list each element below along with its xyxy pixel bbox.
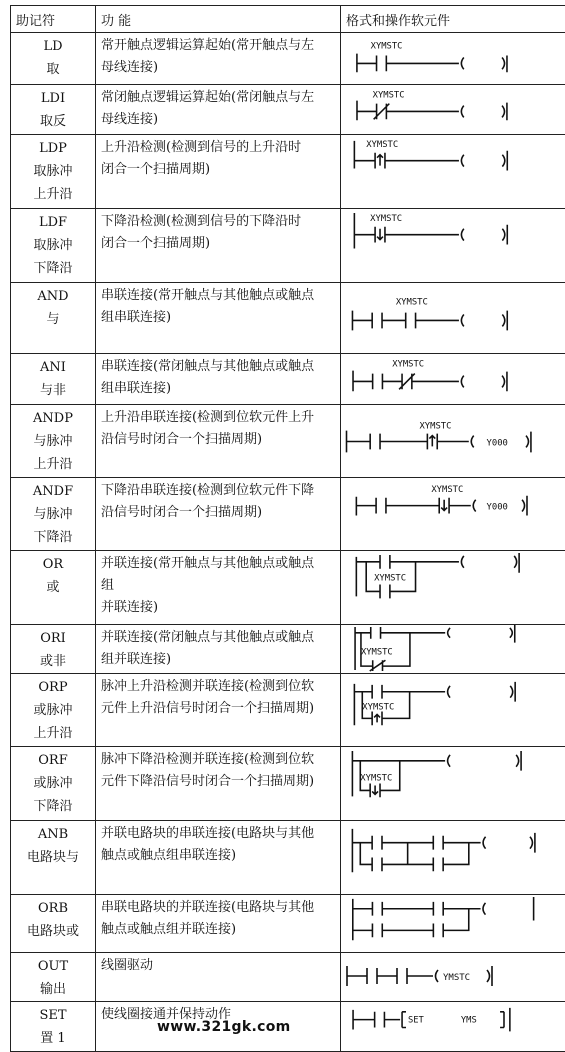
- function-cell: [96, 478, 341, 551]
- function-text: 沿信号时闭合一个扫描周期): [101, 432, 263, 447]
- device-label: XYMSTC: [366, 139, 399, 150]
- mnemonic-code: ANDF: [32, 484, 74, 499]
- device-label: XYMSTC: [392, 359, 425, 370]
- function-text: 常闭触点逻辑运算起始(常闭触点与左: [101, 90, 315, 105]
- mnemonic-cell: [11, 354, 96, 405]
- mnemonic-code: ORF: [38, 753, 68, 768]
- mnemonic-name: 取反: [39, 114, 66, 129]
- function-cell: [96, 85, 341, 135]
- function-text: 沿信号时闭合一个扫描周期): [101, 505, 263, 520]
- device-label: XYMSTC: [374, 573, 407, 584]
- mnemonic-code: OR: [42, 557, 64, 572]
- function-text: 触点或触点组串联连接): [101, 848, 237, 863]
- coil-label: YMSTC: [443, 973, 471, 983]
- mnemonic-cell: [11, 209, 96, 283]
- ladder-diagram-ldf: [341, 209, 565, 283]
- mnemonic-code: OUT: [37, 959, 69, 974]
- table-row: [11, 135, 565, 209]
- function-text: 使线圈接通并保持动作: [101, 1007, 232, 1022]
- ladder-diagram-ldp: [341, 135, 565, 209]
- mnemonic-name: 上升沿: [33, 726, 73, 741]
- ladder-diagram-ldi: [341, 85, 565, 135]
- mnemonic-cell: [11, 821, 96, 895]
- function-text: 上升沿串联连接(检测到位软元件上升: [101, 410, 315, 425]
- mnemonic-code: LD: [43, 39, 63, 54]
- function-cell: [96, 953, 341, 1002]
- function-text: 母线连接): [101, 60, 159, 75]
- ladder-diagram-orp: [341, 674, 565, 747]
- function-text: 下降沿检测(检测到信号的下降沿时: [101, 214, 302, 229]
- device-label: XYMSTC: [431, 484, 464, 495]
- function-text: 母线连接): [101, 112, 159, 127]
- mnemonic-cell: [11, 1002, 96, 1052]
- function-text: 闭合一个扫描周期): [101, 162, 211, 177]
- function-text: 下降沿串联连接(检测到位软元件下降: [101, 483, 315, 498]
- mnemonic-name: 与脉冲: [33, 507, 73, 522]
- function-cell: [96, 354, 341, 405]
- mnemonic-name: 或: [46, 580, 60, 595]
- function-text: 元件下降沿信号时闭合一个扫描周期): [101, 774, 315, 789]
- mnemonic-code: ORB: [38, 901, 68, 916]
- function-text: 触点或触点组并联连接): [101, 922, 237, 937]
- function-cell: [96, 33, 341, 85]
- watermark-text: www.321gk.com: [157, 1019, 291, 1035]
- set-label: SET: [407, 1015, 424, 1026]
- function-text: 线圈驱动: [101, 958, 154, 973]
- ladder-diagram-ld: [341, 33, 565, 85]
- table-row: [11, 405, 565, 478]
- device-label: XYMSTC: [360, 647, 393, 658]
- function-text: 串联电路块的并联连接(电路块与其他: [101, 900, 315, 915]
- mnemonic-name: 或非: [39, 654, 66, 669]
- function-cell: [96, 674, 341, 747]
- mnemonic-cell: [11, 283, 96, 354]
- ladder-diagram-orb: [341, 895, 565, 953]
- mnemonic-name: 输出: [39, 982, 66, 997]
- device-label: XYMSTC: [360, 773, 393, 784]
- function-text: 常开触点逻辑运算起始(常开触点与左: [101, 38, 315, 53]
- function-cell: [96, 405, 341, 478]
- function-cell: [96, 625, 341, 674]
- mnemonic-name: 置 1: [40, 1031, 66, 1046]
- instruction-table: [10, 5, 565, 1052]
- table-row: [11, 33, 565, 85]
- mnemonic-name: 取: [46, 62, 60, 77]
- mnemonic-cell: [11, 405, 96, 478]
- mnemonic-cell: [11, 478, 96, 551]
- mnemonic-code: LDI: [40, 91, 66, 106]
- output-label: Y000: [486, 502, 508, 513]
- function-text: 串联连接(常闭触点与其他触点或触点: [101, 359, 315, 374]
- device-label: XYMSTC: [372, 90, 405, 101]
- mnemonic-name: 或脉冲: [33, 776, 73, 791]
- mnemonic-name: 与脉冲: [33, 434, 73, 449]
- mnemonic-name: 与非: [39, 383, 66, 398]
- table-row: [11, 551, 565, 625]
- header-mnemonic: 助记符: [11, 6, 96, 33]
- function-cell: [96, 747, 341, 821]
- table-row: [11, 895, 565, 953]
- mnemonic-cell: [11, 895, 96, 953]
- mnemonic-cell: [11, 625, 96, 674]
- table-row: [11, 747, 565, 821]
- mnemonic-code: ORI: [40, 631, 66, 646]
- table-row: [11, 478, 565, 551]
- mnemonic-code: ANDP: [33, 411, 73, 426]
- ladder-diagram-anb: [341, 821, 565, 895]
- mnemonic-code: AND: [37, 289, 69, 304]
- mnemonic-code: ANB: [37, 827, 69, 842]
- function-text: 脉冲下降沿检测并联连接(检测到位软: [101, 752, 315, 767]
- ladder-diagram-and: [341, 283, 565, 354]
- function-cell: [96, 551, 341, 625]
- mnemonic-code: ORP: [38, 680, 68, 695]
- table-row: [11, 85, 565, 135]
- table-row: [11, 674, 565, 747]
- function-text: 闭合一个扫描周期): [101, 236, 211, 251]
- function-text: 脉冲上升沿检测并联连接(检测到位软: [101, 679, 315, 694]
- function-text: 并联连接): [101, 600, 159, 615]
- ladder-diagram-andp: [341, 405, 565, 478]
- device-label: XYMSTC: [370, 41, 403, 52]
- function-text: 上升沿检测(检测到信号的上升沿时: [101, 140, 302, 155]
- function-text: 元件上升沿信号时闭合一个扫描周期): [101, 701, 315, 716]
- ladder-diagram-set: [341, 1002, 565, 1052]
- device-label: XYMSTC: [419, 421, 452, 432]
- mnemonic-name: 与: [46, 312, 60, 327]
- mnemonic-cell: [11, 674, 96, 747]
- mnemonic-name: 上升沿: [33, 187, 73, 202]
- device-label: XYMSTC: [395, 297, 428, 308]
- mnemonic-cell: [11, 953, 96, 1002]
- function-text: 组: [101, 578, 115, 593]
- mnemonic-code: ANI: [40, 360, 66, 375]
- mnemonic-code: LDP: [39, 141, 67, 156]
- table-row: [11, 354, 565, 405]
- mnemonic-name: 上升沿: [33, 457, 73, 472]
- table-row: [11, 821, 565, 895]
- function-cell: [96, 895, 341, 953]
- device-label: XYMSTC: [370, 213, 403, 224]
- function-cell: [96, 135, 341, 209]
- function-text: 并联连接(常闭触点与其他触点或触点: [101, 630, 315, 645]
- table-row: [11, 953, 565, 1002]
- mnemonic-cell: [11, 33, 96, 85]
- function-cell: [96, 209, 341, 283]
- ladder-diagram-or: [341, 551, 565, 625]
- mnemonic-name: 电路块与: [26, 850, 79, 865]
- ladder-diagram-ani: [341, 354, 565, 405]
- mnemonic-name: 取脉冲: [33, 238, 73, 253]
- mnemonic-code: LDF: [38, 215, 68, 230]
- table-row: [11, 209, 565, 283]
- mnemonic-code: SET: [39, 1008, 67, 1023]
- table-header: [11, 6, 565, 33]
- mnemonic-cell: [11, 135, 96, 209]
- ladder-diagram-andf: [341, 478, 565, 551]
- device-label: XYMSTC: [362, 702, 395, 713]
- mnemonic-name: 下降沿: [33, 799, 73, 814]
- function-text: 组串联连接): [101, 310, 172, 325]
- mnemonic-name: 电路块或: [26, 924, 79, 939]
- function-cell: [96, 821, 341, 895]
- mnemonic-name: 下降沿: [33, 261, 73, 276]
- mnemonic-name: 或脉冲: [33, 703, 73, 718]
- ladder-diagram-out: [341, 953, 565, 1002]
- function-text: 组并联连接): [101, 652, 172, 667]
- function-text: 并联电路块的串联连接(电路块与其他: [101, 826, 315, 841]
- mnemonic-cell: [11, 551, 96, 625]
- mnemonic-cell: [11, 747, 96, 821]
- function-text: 并联连接(常开触点与其他触点或触点: [101, 556, 315, 571]
- mnemonic-name: 下降沿: [33, 530, 73, 545]
- function-text: 组串联连接): [101, 381, 172, 396]
- mnemonic-cell: [11, 85, 96, 135]
- table-row: [11, 625, 565, 674]
- output-label: Y000: [486, 438, 508, 449]
- mnemonic-name: 取脉冲: [33, 164, 73, 179]
- set-device-label: YMS: [460, 1015, 477, 1026]
- header-format: 格式和操作软元件: [341, 6, 565, 33]
- table-row: [11, 283, 565, 354]
- ladder-diagram-ori: [341, 625, 565, 674]
- header-function: 功 能: [96, 6, 341, 33]
- function-text: 串联连接(常开触点与其他触点或触点: [101, 288, 315, 303]
- function-cell: [96, 283, 341, 354]
- ladder-diagram-orf: [341, 747, 565, 821]
